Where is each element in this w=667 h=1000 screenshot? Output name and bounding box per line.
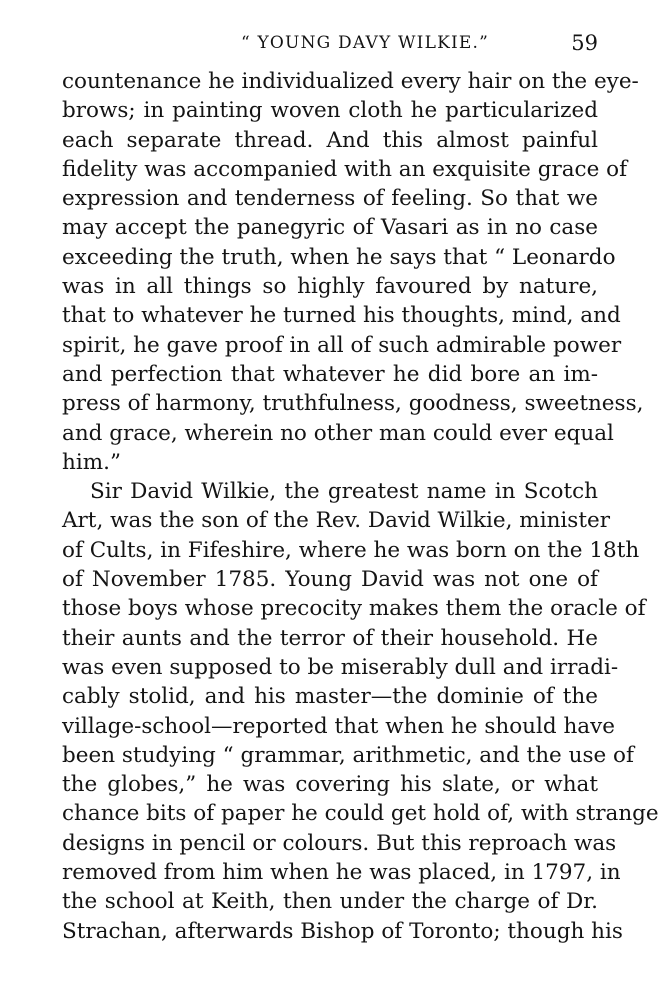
- text-line: countenance he individualized every hair on the eye-: [62, 69, 639, 94]
- body-text: [62, 67, 659, 946]
- text-line: press of harmony, truthfulness, goodness, sweetness,: [62, 391, 644, 417]
- text-line: their aunts and the terror of their household. He: [62, 625, 598, 651]
- text-line: was in all things so highly favoured by nature,: [62, 274, 598, 300]
- text-line: and grace, wherein no other man could ever equal: [62, 420, 614, 446]
- text-line: was even supposed to be miserably dull and irradi-: [62, 654, 619, 680]
- text-line: of November 1785. Young David was not one of: [62, 567, 598, 593]
- text-line: been studying “ grammar, arithmetic, and the use of: [62, 742, 634, 768]
- text-line: exceeding the truth, when he says that “ Leonardo: [62, 244, 616, 270]
- text-line: Art, was the son of the Rev. David Wilkie, minister: [62, 508, 610, 534]
- text-line: removed from him when he was placed, in 1797, in: [62, 860, 621, 886]
- running-head: [62, 28, 598, 58]
- text-line: village-school—reported that when he should have: [62, 713, 615, 739]
- text-line: spirit, he gave proof in all of such admirable power: [62, 332, 622, 358]
- text-line: brows; in painting woven cloth he particularized: [62, 98, 598, 124]
- text-line: designs in pencil or colours. But this reproach was: [62, 830, 617, 856]
- text-line: him.”: [62, 449, 121, 475]
- running-title: “ YOUNG DAVY WILKIE.”: [240, 33, 489, 53]
- text-line: and perfection that whatever he did bore an im-: [62, 361, 598, 387]
- text-line: fidelity was accompanied with an exquisite grace of: [62, 156, 628, 182]
- page-number: 59: [571, 31, 598, 55]
- text-line: chance bits of paper he could get hold of, with strange: [62, 801, 659, 827]
- text-line: of Cults, in Fifeshire, where he was born on the 18th: [62, 537, 640, 563]
- text-line: Strachan, afterwards Bishop of Toronto; though his: [62, 918, 623, 944]
- text-line: Sir David Wilkie, the greatest name in Scotch: [90, 479, 598, 505]
- text-line: may accept the panegyric of Vasari as in no case: [62, 215, 598, 241]
- text-line: cably stolid, and his master—the dominie of the: [62, 684, 598, 710]
- text-line: each separate thread. And this almost painful: [62, 127, 598, 153]
- text-line: that to whatever he turned his thoughts, mind, and: [62, 303, 621, 329]
- text-line: the school at Keith, then under the charge of Dr.: [62, 889, 598, 915]
- text-line: the globes,” he was covering his slate, or what: [62, 772, 598, 798]
- text-line: those boys whose precocity makes them the oracle of: [62, 596, 646, 622]
- text-line: expression and tenderness of feeling. So that we: [62, 186, 598, 212]
